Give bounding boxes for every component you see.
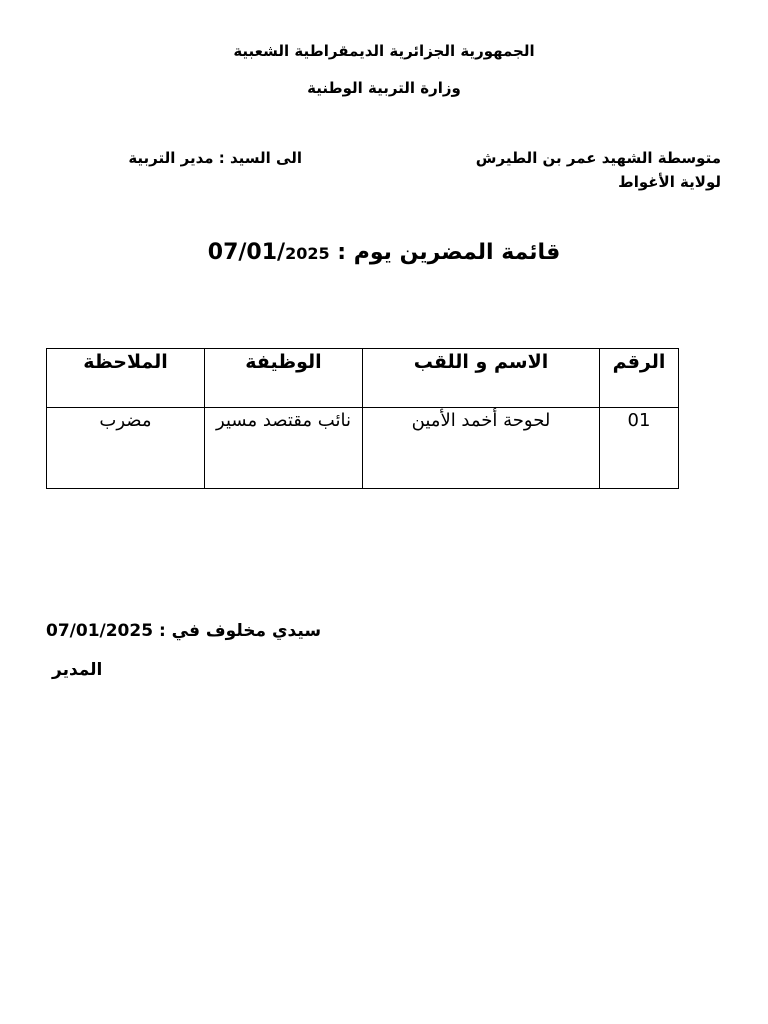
ministry-heading: وزارة التربية الوطنية	[307, 79, 461, 97]
title-date-year: 2025	[285, 244, 330, 263]
signoff-date: 07/01/2025	[46, 621, 154, 641]
header-name: الاسم و اللقب	[363, 349, 600, 408]
cell-job: نائب مقتصد مسير	[205, 408, 363, 489]
recipient-line: الى السيد : مدير التربية	[128, 149, 302, 167]
title-text: قائمة المضرين يوم :	[337, 240, 561, 265]
table-header-row	[47, 349, 679, 408]
signoff-line	[46, 621, 376, 641]
strikers-table	[46, 348, 679, 489]
school-province: لولاية الأغواط	[618, 173, 721, 191]
title-date-prefix: 07/01/	[207, 240, 286, 265]
cell-name: لحوحة أخمد الأمين	[363, 408, 600, 489]
table-row	[47, 408, 679, 489]
cell-note: مضرب	[47, 408, 205, 489]
republic-heading: الجمهورية الجزائرية الديمقراطية الشعبية	[233, 42, 535, 60]
title-date	[208, 240, 330, 265]
signoff-place: سيدي مخلوف في :	[158, 621, 322, 641]
document-title	[0, 240, 768, 265]
cell-number: 01	[600, 408, 679, 489]
header-note: الملاحظة	[47, 349, 205, 408]
header-number: الرقم	[600, 349, 679, 408]
signatory-title: المدير	[52, 660, 103, 680]
header-job: الوظيفة	[205, 349, 363, 408]
school-name: متوسطة الشهيد عمر بن الطيرش	[475, 149, 721, 167]
